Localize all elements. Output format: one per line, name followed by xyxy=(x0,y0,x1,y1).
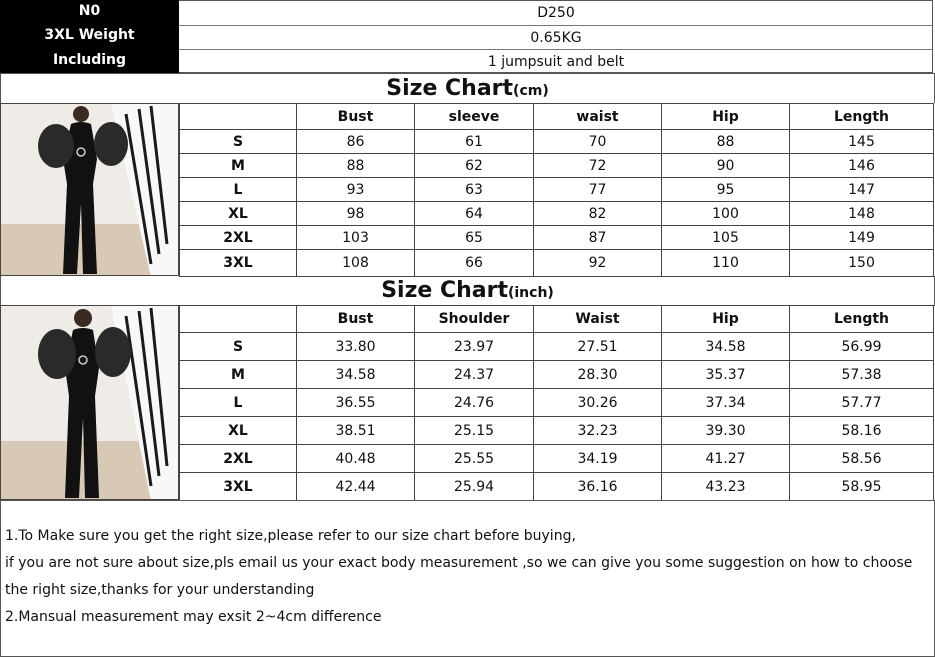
including-value: 1 jumpsuit and belt xyxy=(179,49,933,73)
value-cell: 57.38 xyxy=(790,361,934,389)
no-value: D250 xyxy=(537,5,575,21)
value-cell: 40.48 xyxy=(297,445,415,473)
column-header: Hip xyxy=(662,306,790,333)
value-cell: 147 xyxy=(790,178,934,202)
size-chart-cm-table xyxy=(179,103,934,277)
value-cell: 36.16 xyxy=(534,473,662,501)
size-cell: 2XL xyxy=(180,226,297,250)
note-line-3: the right size,thanks for your understanding xyxy=(5,582,315,598)
value-cell: 61 xyxy=(415,130,534,154)
value-cell: 145 xyxy=(790,130,934,154)
value-cell: 34.58 xyxy=(662,333,790,361)
cm-chart-title xyxy=(0,73,935,103)
weight-value: 0.65KG xyxy=(179,25,933,49)
value-cell: 25.94 xyxy=(415,473,534,501)
note-line-2: if you are not sure about size,pls email us your exact body measurement ,so we can give you some suggestion on how to choose xyxy=(5,555,913,571)
column-header: sleeve xyxy=(415,104,534,130)
value-cell: 25.55 xyxy=(415,445,534,473)
size-cell: M xyxy=(180,154,297,178)
column-header: Waist xyxy=(534,306,662,333)
including-label: Including xyxy=(52,52,127,68)
value-cell: 64 xyxy=(415,202,534,226)
column-header: waist xyxy=(534,104,662,130)
cm-title-text: Size Chart xyxy=(386,76,514,101)
value-cell: 90 xyxy=(662,154,790,178)
value-cell: 93 xyxy=(297,178,415,202)
value-cell: 100 xyxy=(662,202,790,226)
value-cell: 32.23 xyxy=(534,417,662,445)
size-cell: L xyxy=(180,178,297,202)
table-row xyxy=(180,250,934,277)
table-row xyxy=(180,178,934,202)
size-chart-inch-table xyxy=(179,305,934,501)
table-row xyxy=(180,389,934,417)
table-row xyxy=(180,361,934,389)
value-cell: 103 xyxy=(297,226,415,250)
value-cell: 39.30 xyxy=(662,417,790,445)
value-cell: 65 xyxy=(415,226,534,250)
product-photo-cm xyxy=(0,103,179,276)
value-cell: 87 xyxy=(534,226,662,250)
value-cell: 72 xyxy=(534,154,662,178)
value-cell: 28.30 xyxy=(534,361,662,389)
value-cell: 34.58 xyxy=(297,361,415,389)
size-cell: 2XL xyxy=(180,445,297,473)
value-cell: 88 xyxy=(297,154,415,178)
value-cell: 62 xyxy=(415,154,534,178)
value-cell: 150 xyxy=(790,250,934,277)
value-cell: 57.77 xyxy=(790,389,934,417)
inch-chart-title xyxy=(0,276,935,306)
table-row xyxy=(180,202,934,226)
value-cell: 43.23 xyxy=(662,473,790,501)
column-header: Bust xyxy=(297,306,415,333)
column-header: Length xyxy=(790,104,934,130)
value-cell: 24.76 xyxy=(415,389,534,417)
inch-title-unit: (inch) xyxy=(507,285,554,301)
jumpsuit-image xyxy=(1,306,179,500)
size-cell: S xyxy=(180,333,297,361)
value-cell: 95 xyxy=(662,178,790,202)
size-cell: S xyxy=(180,130,297,154)
size-cell: L xyxy=(180,389,297,417)
value-cell: 35.37 xyxy=(662,361,790,389)
note-line-1: 1.To Make sure you get the right size,please refer to our size chart before buying, xyxy=(5,528,576,544)
value-cell: 42.44 xyxy=(297,473,415,501)
value-cell: 108 xyxy=(297,250,415,277)
size-cell: XL xyxy=(180,417,297,445)
value-cell: 110 xyxy=(662,250,790,277)
size-column-header xyxy=(180,104,297,130)
cm-title-unit: (cm) xyxy=(513,83,549,99)
value-cell: 105 xyxy=(662,226,790,250)
value-cell: 58.56 xyxy=(790,445,934,473)
table-row xyxy=(180,445,934,473)
value-cell: 58.95 xyxy=(790,473,934,501)
size-cell: M xyxy=(180,361,297,389)
note-line-4: 2.Mansual measurement may exsit 2~4cm difference xyxy=(5,609,382,625)
table-row xyxy=(180,417,934,445)
value-cell: 34.19 xyxy=(534,445,662,473)
value-cell: 146 xyxy=(790,154,934,178)
no-label: N0 xyxy=(78,3,101,19)
column-header: Bust xyxy=(297,104,415,130)
value-cell: 56.99 xyxy=(790,333,934,361)
value-cell: 66 xyxy=(415,250,534,277)
header-labels xyxy=(0,0,179,73)
value-cell: 25.15 xyxy=(415,417,534,445)
value-cell: 148 xyxy=(790,202,934,226)
table-header-row xyxy=(180,306,934,333)
value-cell: 86 xyxy=(297,130,415,154)
value-cell: 41.27 xyxy=(662,445,790,473)
table-row xyxy=(180,154,934,178)
value-cell: 58.16 xyxy=(790,417,934,445)
table-row xyxy=(180,130,934,154)
value-cell: 27.51 xyxy=(534,333,662,361)
value-cell: 70 xyxy=(534,130,662,154)
table-row xyxy=(180,473,934,501)
inch-title-text: Size Chart xyxy=(381,278,508,303)
value-cell: 98 xyxy=(297,202,415,226)
value-cell: 63 xyxy=(415,178,534,202)
value-cell: 30.26 xyxy=(534,389,662,417)
value-cell: 24.37 xyxy=(415,361,534,389)
value-cell: 92 xyxy=(534,250,662,277)
value-cell: 33.80 xyxy=(297,333,415,361)
size-cell: 3XL xyxy=(180,250,297,277)
value-cell: 77 xyxy=(534,178,662,202)
product-photo-inch xyxy=(0,305,179,500)
table-header-row xyxy=(180,104,934,130)
size-column-header xyxy=(180,306,297,333)
value-cell: 88 xyxy=(662,130,790,154)
value-cell: 36.55 xyxy=(297,389,415,417)
value-cell: 149 xyxy=(790,226,934,250)
jumpsuit-image xyxy=(1,104,179,276)
value-cell: 37.34 xyxy=(662,389,790,417)
column-header: Length xyxy=(790,306,934,333)
column-header: Hip xyxy=(662,104,790,130)
weight-label: 3XL Weight xyxy=(44,27,135,43)
value-cell: 23.97 xyxy=(415,333,534,361)
column-header: Shoulder xyxy=(415,306,534,333)
table-row xyxy=(180,226,934,250)
value-cell: 38.51 xyxy=(297,417,415,445)
table-row xyxy=(180,333,934,361)
size-cell: XL xyxy=(180,202,297,226)
value-cell: 82 xyxy=(534,202,662,226)
header-values xyxy=(179,0,933,73)
size-cell: 3XL xyxy=(180,473,297,501)
notes-section xyxy=(0,500,935,657)
